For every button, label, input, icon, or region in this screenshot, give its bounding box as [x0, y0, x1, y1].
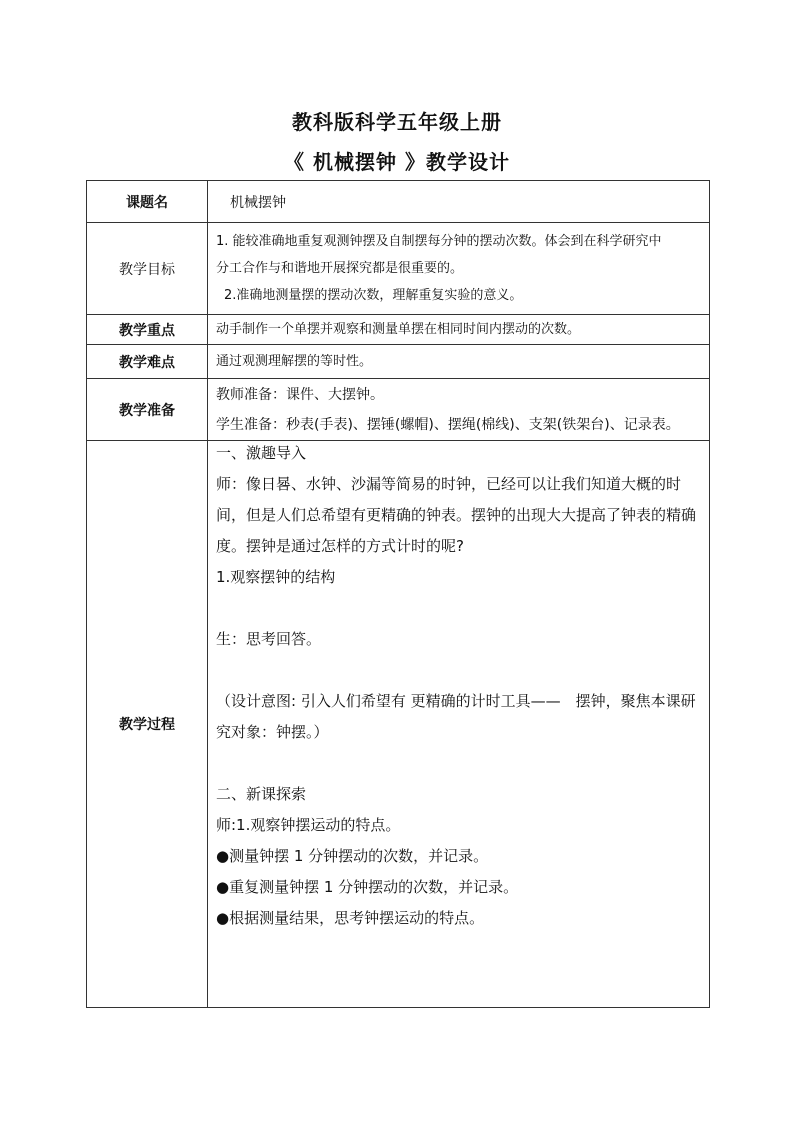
teacher-instruction: 师:1.观察钟摆运动的特点。 [216, 816, 401, 834]
lesson-plan-table [86, 180, 710, 1008]
prep-line: 学生准备：秒表(手表)、摆锤(螺帽)、摆绳(棉线)、支架(铁架台)、记录表。 [216, 416, 680, 433]
prep-line: 教师准备：课件、大摆钟。 [216, 386, 384, 403]
design-intent: （设计意图: 引入人们希望有 更精确的计时工具—— 摆钟，聚焦本课研究对象：钟摆。） [216, 692, 696, 741]
preparation-cell [208, 379, 710, 441]
bullet-item: ●根据测量结果，思考钟摆运动的特点。 [216, 909, 485, 927]
goals-cell [208, 223, 710, 315]
process-label: 教学过程 [87, 441, 208, 1008]
goals-line: 2.准确地测量摆的摆动次数，理解重复实验的意义。 [224, 288, 523, 303]
goals-line: 1. 能较准确地重复观测钟摆及自制摆每分钟的摆动次数。体会到在科学研究中 [216, 234, 662, 249]
step-heading: 1.观察摆钟的结构 [216, 568, 336, 586]
process-cell [208, 441, 710, 1008]
section-heading: 一、激趣导入 [216, 444, 307, 462]
student-response: 生：思考回答。 [216, 630, 322, 648]
goals-label: 教学目标 [87, 223, 208, 315]
teacher-paragraph: 师：像日晷、水钟、沙漏等简易的时钟，已经可以让我们知道大概的时间，但是人们总希望有更精确的钟表。摆钟的出现大大提高了钟表的精确度。摆钟是通过怎样的方式计时的呢? [216, 475, 697, 555]
document-title: 教科版科学五年级上册 [292, 110, 502, 134]
topic-value: 机械摆钟 [208, 181, 710, 223]
topic-label: 课题名 [87, 181, 208, 223]
row-key-point [87, 315, 710, 345]
bullet-item: ●测量钟摆 1 分钟摆动的次数，并记录。 [216, 847, 489, 865]
row-process [87, 441, 710, 1008]
row-difficult-point [87, 345, 710, 379]
key-point-value: 动手制作一个单摆并观察和测量单摆在相同时间内摆动的次数。 [208, 315, 710, 345]
preparation-label: 教学准备 [87, 379, 208, 441]
difficult-point-label: 教学难点 [87, 345, 208, 379]
section-heading: 二、新课探索 [216, 785, 307, 803]
row-goals [87, 223, 710, 315]
difficult-point-value: 通过观测理解摆的等时性。 [208, 345, 710, 379]
bullet-item: ●重复测量钟摆 1 分钟摆动的次数，并记录。 [216, 878, 519, 896]
row-topic [87, 181, 710, 223]
row-preparation [87, 379, 710, 441]
document-subtitle: 《 机械摆钟 》教学设计 [284, 150, 510, 174]
goals-line: 分工合作与和谐地开展探究都是很重要的。 [216, 261, 464, 276]
key-point-label: 教学重点 [87, 315, 208, 345]
